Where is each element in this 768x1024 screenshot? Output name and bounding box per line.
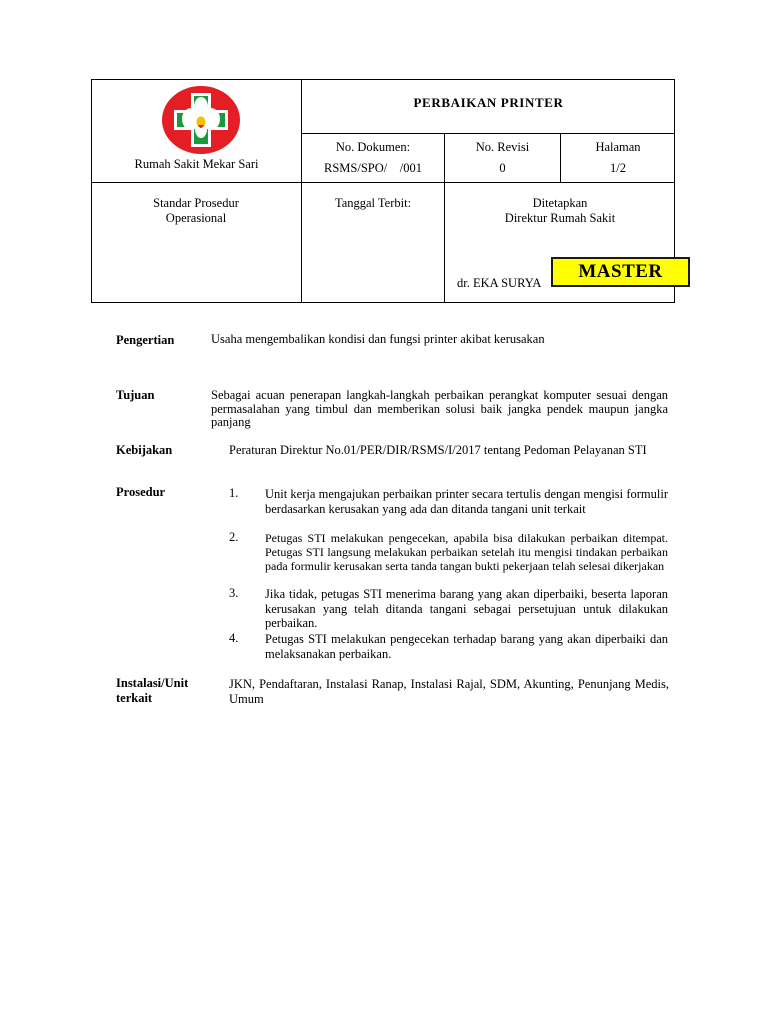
spo-label: Standar Prosedur Operasional: [153, 196, 239, 225]
table-divider-vertical-main: [301, 79, 302, 303]
doc-no-label: No. Dokumen:: [335, 140, 411, 154]
approved-label: Ditetapkan: [532, 196, 588, 210]
page-label: Halaman: [595, 140, 641, 154]
document-title: PERBAIKAN PRINTER: [413, 95, 564, 110]
prosedur-item-text: Unit kerja mengajukan perbaikan printer secara tertulis dengan mengisi formulir berdasarkan kerusakan yang ada dan ditanda tangani unit terkait: [265, 487, 668, 516]
hospital-name: Rumah Sakit Mekar Sari: [134, 157, 259, 171]
approved-by: Direktur Rumah Sakit: [504, 211, 616, 225]
revision-label: No. Revisi: [475, 140, 530, 154]
prosedur-item-text: Petugas STI melakukan pengecekan, apabila bisa dilakukan perbaikan ditempat. Petugas STI langsung melakukan perbaikan setelah itu mengisi tindakan perbaikan pada formulir kerusakan serta tanda tangan bukti pekerjaan telah selesai dikerjakan: [265, 531, 668, 573]
page-value: 1/2: [610, 161, 626, 175]
prosedur-item-text: Petugas STI melakukan pengecekan terhadap barang yang akan diperbaiki dan melaksanakan perbaikan.: [265, 632, 668, 661]
instalasi-text: JKN, Pendaftaran, Instalasi Ranap, Instalasi Rajal, SDM, Akunting, Penunjang Medis, Umum: [229, 677, 669, 706]
hospital-logo-icon: [161, 85, 241, 155]
issue-date-label: Tanggal Terbit:: [334, 196, 412, 210]
table-divider-horizontal-2: [91, 182, 675, 183]
prosedur-item-number: 3.: [229, 586, 239, 600]
tujuan-label: Tujuan: [116, 388, 155, 402]
instalasi-label: Instalasi/Unit terkait: [116, 676, 189, 705]
revision-value: 0: [499, 161, 506, 175]
pengertian-label: Pengertian: [116, 333, 175, 347]
director-name: dr. EKA SURYA: [457, 276, 542, 290]
prosedur-item-number: 2.: [229, 530, 239, 544]
kebijakan-label: Kebijakan: [116, 443, 173, 457]
tujuan-text: Sebagai acuan penerapan langkah-langkah perbaikan perangkat komputer sesuai dengan permasalahan yang timbul dan memberikan solusi baik jangka pendek maupun jangka panjang: [211, 388, 668, 429]
doc-no-value: RSMS/SPO/ /001: [324, 161, 422, 175]
prosedur-item-text: Jika tidak, petugas STI menerima barang yang akan diperbaiki, beserta laporan kerusakan yang telah ditanda tangani sebagai persetujuan untuk dilakukan perbaikan.: [265, 587, 668, 630]
table-divider-horizontal-1: [301, 133, 675, 134]
master-stamp: MASTER: [551, 257, 690, 287]
prosedur-item-number: 4.: [229, 631, 239, 645]
kebijakan-text: Peraturan Direktur No.01/PER/DIR/RSMS/I/2017 tentang Pedoman Pelayanan STI: [229, 443, 647, 457]
prosedur-item-number: 1.: [229, 486, 239, 500]
prosedur-label: Prosedur: [116, 485, 166, 499]
pengertian-text: Usaha mengembalikan kondisi dan fungsi printer akibat kerusakan: [211, 332, 545, 346]
